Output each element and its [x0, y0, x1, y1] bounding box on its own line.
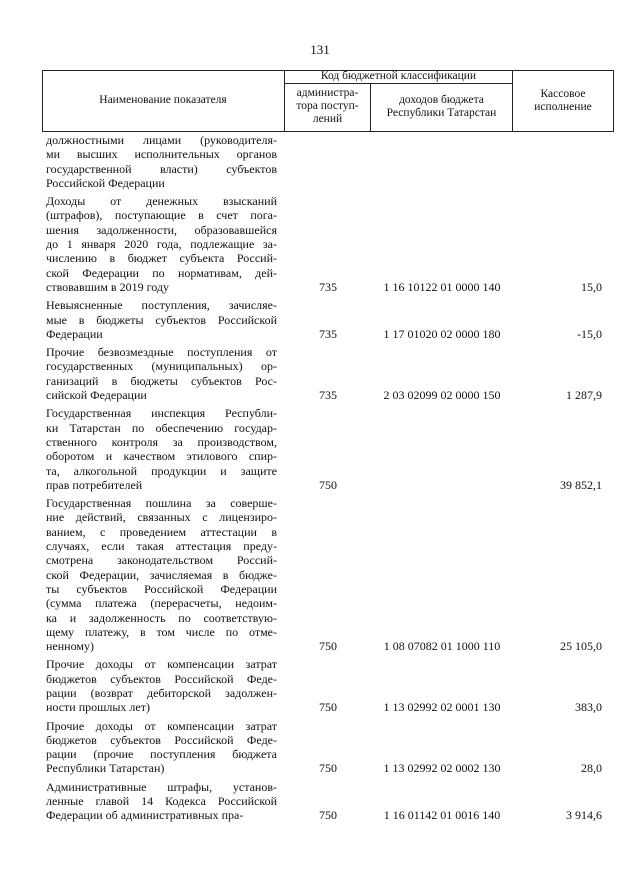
- cash-execution: 1 287,9: [566, 388, 602, 403]
- income-code: 1 08 07082 01 1000 110: [383, 639, 501, 654]
- indicator-name: [46, 657, 277, 714]
- header-income-col: [371, 94, 512, 120]
- indicator-name-line: щему платежу, в том числе по отме-: [46, 624, 277, 639]
- table-row: [0, 406, 640, 492]
- indicator-name-line: ванием, с проведением аттестации в: [46, 524, 277, 539]
- table-body: [0, 133, 640, 823]
- indicator-name-line: та, алкогольной продукции и защите: [46, 463, 277, 478]
- header-admin-line-2: тора поступ-: [296, 100, 359, 112]
- cash-execution: 25 105,0: [560, 639, 602, 654]
- indicator-name: [46, 780, 277, 823]
- indicator-name-line: Федерации: [46, 326, 103, 341]
- admin-code: 750: [319, 477, 337, 492]
- admin-code: 750: [319, 639, 337, 654]
- indicator-name-line: мые в бюджеты субъектов Российской: [46, 312, 277, 327]
- table-row: [0, 298, 640, 341]
- header-name-col: Наименование показателя: [99, 94, 227, 106]
- income-code: 1 16 10122 01 0000 140: [383, 279, 501, 294]
- income-code: 1 17 01020 02 0000 180: [383, 326, 501, 341]
- indicator-name-line: государственной власти) субъектов: [46, 161, 277, 176]
- admin-code: 750: [319, 700, 337, 715]
- indicator-name-line: смотрена законодательством Россий-: [46, 553, 277, 568]
- table-header: [42, 70, 614, 132]
- indicator-name-line: (штрафов), поступающие в счет пога-: [46, 208, 277, 223]
- indicator-name-line: Доходы от денежных взысканий: [46, 194, 277, 209]
- admin-code: 750: [319, 761, 337, 776]
- indicator-name-line: до 1 января 2020 года, подлежащие за-: [46, 237, 277, 252]
- indicator-name-line: ленные главой 14 Кодекса Российской: [46, 794, 277, 809]
- cash-execution: 15,0: [581, 279, 602, 294]
- indicator-name-line: Прочие доходы от компенсации затрат: [46, 718, 277, 733]
- table-row: [0, 780, 640, 823]
- header-amount-col: [513, 88, 613, 114]
- indicator-name-line: ки Татарстан по обеспечению государ-: [46, 420, 277, 435]
- indicator-name-line: бюджетов субъектов Российской Феде-: [46, 732, 277, 747]
- page-number: 131: [310, 42, 330, 57]
- admin-code: 735: [319, 279, 337, 294]
- header-amount-line-2: исполнение: [534, 101, 592, 113]
- indicator-name-line: ской Федерации, зачисляемая в бюдже-: [46, 567, 277, 582]
- indicator-name-line: ствовавшим в 2019 году: [46, 279, 169, 294]
- table-row: [0, 719, 640, 776]
- header-amount-line-1: Кассовое: [540, 88, 586, 100]
- indicator-name-line: числению в бюджет субъекта Россий-: [46, 251, 277, 266]
- indicator-name-line: ка и задолженность по соответствую-: [46, 610, 277, 625]
- indicator-name-line: ми высших исполнительных органов: [46, 147, 277, 162]
- table-row: [0, 345, 640, 402]
- income-code: 1 16 01142 01 0016 140: [383, 808, 501, 823]
- table-row: [0, 133, 640, 190]
- indicator-name-line: ние действий, связанных с лицензиро-: [46, 510, 277, 525]
- header-right-border: [613, 70, 614, 132]
- header-admin-line-1: администра-: [296, 87, 359, 99]
- indicator-name-line: бюджетов субъектов Российской Феде-: [46, 671, 277, 686]
- admin-code: 750: [319, 808, 337, 823]
- indicator-name-line: сийской Федерации: [46, 388, 147, 403]
- header-income-line-1: доходов бюджета: [399, 94, 484, 106]
- header-group-underline: [284, 83, 513, 84]
- indicator-name-line: Федерации об административных пра-: [46, 808, 244, 823]
- indicator-name-line: ности прошлых лет): [46, 700, 150, 715]
- income-code: 1 13 02992 02 0001 130: [383, 700, 501, 715]
- income-code: 1 13 02992 02 0002 130: [383, 761, 501, 776]
- indicator-name-line: должностными лицами (руководителя-: [46, 133, 277, 147]
- indicator-name-line: ты субъектов Российской Федерации: [46, 581, 277, 596]
- indicator-name-line: шения задолженности, образовавшейся: [46, 222, 277, 237]
- indicator-name: [46, 345, 277, 402]
- header-group-title: Код бюджетной классификации: [320, 70, 477, 82]
- indicator-name: [46, 719, 277, 776]
- indicator-name-line: ственного контроля за производством,: [46, 434, 277, 449]
- indicator-name-line: ганизаций в бюджеты субъектов Рос-: [46, 373, 277, 388]
- cash-execution: 28,0: [581, 761, 602, 776]
- admin-code: 735: [319, 326, 337, 341]
- cash-execution: 383,0: [575, 700, 602, 715]
- indicator-name: [46, 298, 277, 341]
- table-row: [0, 496, 640, 653]
- table-row: [0, 194, 640, 294]
- indicator-name-line: Российской Федерации: [46, 175, 165, 190]
- indicator-name-line: Прочие безвозмездные поступления от: [46, 345, 277, 360]
- indicator-name: [46, 406, 277, 492]
- cash-execution: 3 914,6: [566, 808, 602, 823]
- admin-code: 735: [319, 388, 337, 403]
- indicator-name-line: рации (возврат дебиторской задолжен-: [46, 685, 277, 700]
- header-admin-line-3: лений: [312, 113, 343, 125]
- income-code: 2 03 02099 02 0000 150: [383, 388, 501, 403]
- table-row: [0, 657, 640, 714]
- indicator-name-line: рации (прочие поступления бюджета: [46, 747, 277, 762]
- indicator-name-line: Республики Татарстан): [46, 761, 165, 776]
- indicator-name-line: оборотом и качеством этилового спир-: [46, 449, 277, 464]
- indicator-name-line: ской Федерации по нормативам, дей-: [46, 265, 277, 280]
- cash-execution: 39 852,1: [560, 477, 602, 492]
- cash-execution: -15,0: [577, 326, 602, 341]
- header-bottom-border: [42, 131, 614, 132]
- indicator-name-line: (сумма платежа (перерасчеты, недоим-: [46, 596, 277, 611]
- indicator-name: [46, 496, 277, 653]
- header-admin-col: [285, 87, 370, 126]
- header-income-line-2: Республики Татарстан: [386, 107, 497, 119]
- indicator-name-line: Государственная инспекция Республи-: [46, 406, 277, 421]
- indicator-name: [46, 133, 277, 190]
- indicator-name-line: государственных (муниципальных) ор-: [46, 359, 277, 374]
- indicator-name-line: Прочие доходы от компенсации затрат: [46, 657, 277, 672]
- indicator-name-line: Государственная пошлина за соверше-: [46, 496, 277, 511]
- indicator-name-line: Административные штрафы, установ-: [46, 779, 277, 794]
- indicator-name-line: Невыясненные поступления, зачисляе-: [46, 298, 277, 313]
- indicator-name: [46, 194, 277, 294]
- indicator-name-line: ненному): [46, 639, 94, 654]
- indicator-name-line: случаях, если такая аттестация преду-: [46, 539, 277, 554]
- indicator-name-line: прав потребителей: [46, 477, 143, 492]
